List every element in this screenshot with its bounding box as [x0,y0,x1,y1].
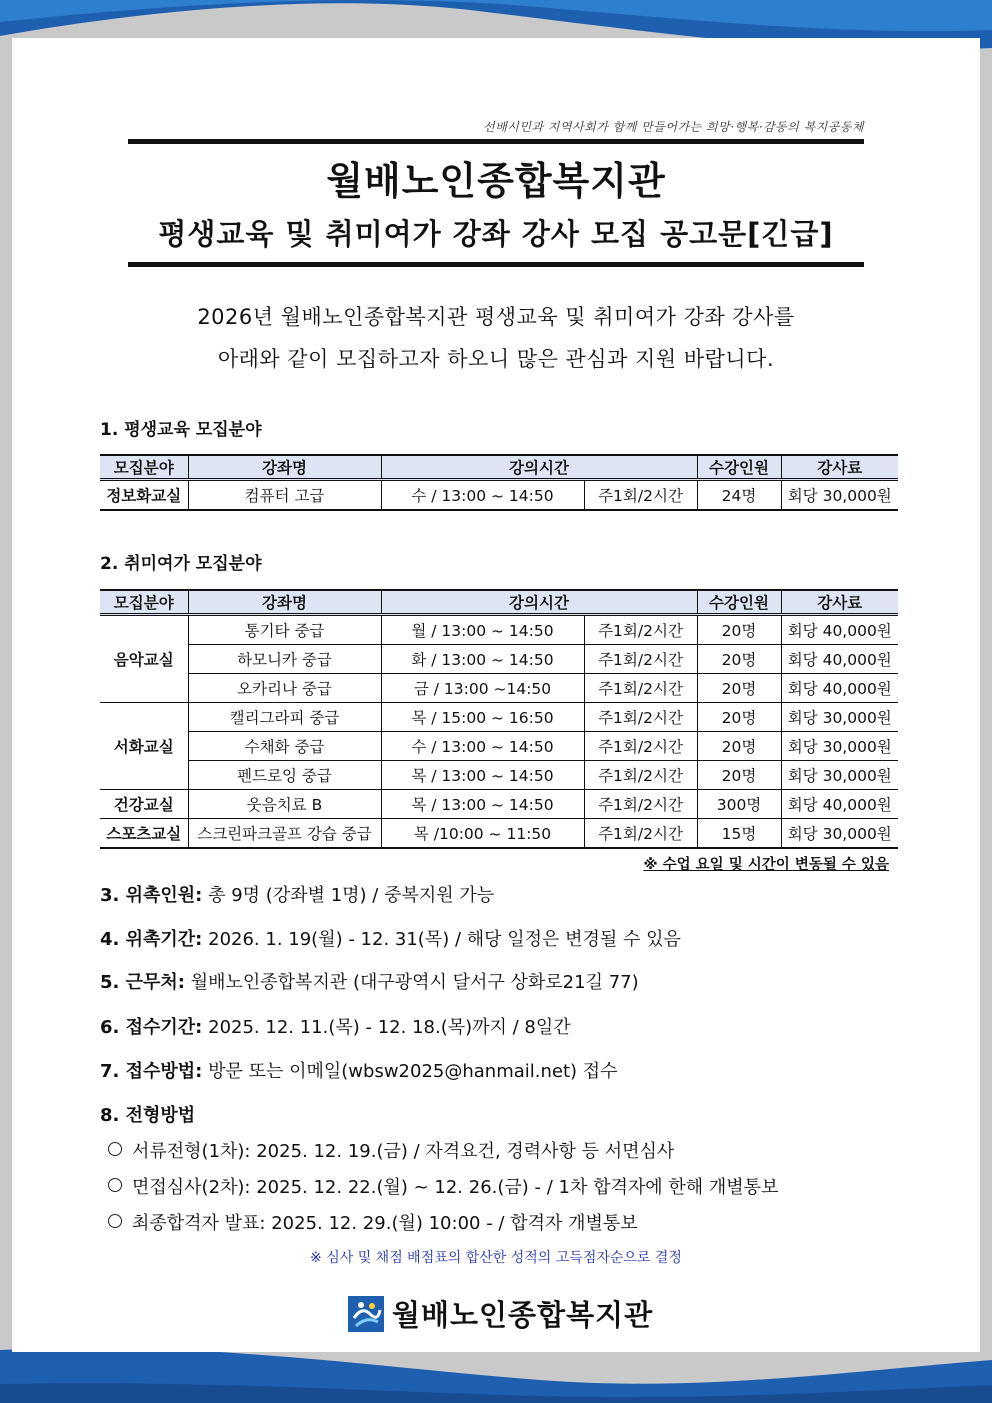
fee-cell: 회당 40,000원 [781,790,898,819]
category-cell: 정보화교실 [100,480,188,511]
table-row [100,615,898,645]
item-appointment-period [100,925,681,951]
column-header: 강좌명 [188,590,381,615]
category-cell: 스포츠교실 [100,819,188,849]
item-application-period [100,1013,571,1039]
category-cell: 건강교실 [100,790,188,819]
course-cell: 통기타 중급 [188,615,381,645]
course-cell: 캘리그라피 중급 [188,703,381,732]
course-cell: 오카리나 중급 [188,674,381,703]
title-rule-top [128,139,864,144]
column-header: 모집분야 [100,590,188,615]
table-row [100,819,898,849]
people-cell: 20명 [697,615,781,645]
time-cell: 월 / 13:00 ~ 14:50 [381,615,584,645]
column-header: 강사료 [781,455,898,480]
frequency-cell: 주1회/2시간 [584,790,697,819]
selection-step [108,1137,674,1163]
selection-heading: 8. 전형방법 [100,1105,196,1126]
fee-cell: 회당 40,000원 [781,615,898,645]
circle-bullet-icon [108,1178,122,1192]
item-text: 2026. 1. 19(월) - 12. 31(목) / 해당 일정은 변경될 수 있음 [208,929,681,950]
people-cell: 15명 [697,819,781,849]
intro-text [0,296,992,380]
time-cell: 목 / 13:00 ~ 14:50 [381,761,584,790]
frequency-cell: 주1회/2시간 [584,761,697,790]
table-row [100,674,898,703]
column-header: 강의시간 [381,455,697,480]
item-label: 7. 접수방법: [100,1061,203,1082]
frequency-cell: 주1회/2시간 [584,615,697,645]
item-label: 3. 위촉인원: [100,885,203,906]
frequency-cell: 주1회/2시간 [584,674,697,703]
people-cell: 24명 [697,480,781,511]
course-cell: 웃음치료 B [188,790,381,819]
section2-heading: 2. 취미여가 모집분야 [100,554,262,574]
page-title: 월배노인종합복지관 [326,159,666,203]
frequency-cell: 주1회/2시간 [584,645,697,674]
fee-cell: 회당 30,000원 [781,761,898,790]
item-text: 월배노인종합복지관 (대구광역시 달서구 상화로21길 77) [190,972,639,993]
people-cell: 20명 [697,674,781,703]
table-row [100,732,898,761]
course-cell: 스크린파크골프 강습 중급 [188,819,381,849]
selection-step-text: 최종합격자 발표: 2025. 12. 29.(월) 10:00 - / 합격자 개별통보 [132,1213,638,1234]
people-cell: 20명 [697,645,781,674]
table-row [100,645,898,674]
fee-cell: 회당 40,000원 [781,674,898,703]
time-cell: 수 / 13:00 ~ 14:50 [381,732,584,761]
fee-cell: 회당 40,000원 [781,645,898,674]
course-cell: 하모니카 중급 [188,645,381,674]
footer-logo [348,1293,653,1334]
item-text: 2025. 12. 11.(목) - 12. 18.(목)까지 / 8일간 [208,1017,571,1038]
table-row [100,480,898,511]
schedule-change-note: ※ 수업 요일 및 시간이 변동될 수 있음 [643,857,889,873]
page-subtitle: 평생교육 및 취미여가 강좌 강사 모집 공고문[긴급] [158,217,834,251]
intro-line: 아래와 같이 모집하고자 하오니 많은 관심과 지원 바랍니다. [217,347,775,371]
table-row [100,790,898,819]
fee-cell: 회당 30,000원 [781,480,898,511]
frequency-cell: 주1회/2시간 [584,732,697,761]
item-label: 6. 접수기간: [100,1017,203,1038]
time-cell: 금 / 13:00 ~14:50 [381,674,584,703]
people-cell: 20명 [697,761,781,790]
intro-line: 2026년 월배노인종합복지관 평생교육 및 취미여가 강좌 강사를 [197,305,795,329]
category-cell: 음악교실 [100,615,188,703]
title-rule-bottom [128,262,864,267]
people-cell: 300명 [697,790,781,819]
column-header: 수강인원 [697,590,781,615]
time-cell: 화 / 13:00 ~ 14:50 [381,645,584,674]
item-text: 총 9명 (강좌별 1명) / 중복지원 가능 [208,885,495,906]
section2-table [100,589,898,849]
column-header: 모집분야 [100,455,188,480]
item-application-method [100,1057,618,1083]
selection-step-text: 서류전형(1차): 2025. 12. 19.(금) / 자격요건, 경력사항 등 서면심사 [132,1141,675,1162]
course-cell: 수채화 중급 [188,732,381,761]
fee-cell: 회당 30,000원 [781,703,898,732]
circle-bullet-icon [108,1214,122,1228]
category-cell: 서화교실 [100,703,188,790]
footer-logo-text: 월배노인종합복지관 [392,1298,654,1332]
item-workplace [100,968,639,994]
item-label: 4. 위촉기간: [100,929,203,950]
column-header: 강의시간 [381,590,697,615]
selection-note: ※ 심사 및 채점 배점표의 합산한 성적의 고득점자순으로 결정 [310,1250,682,1266]
item-recruit-count [100,881,494,907]
column-header: 강좌명 [188,455,381,480]
time-cell: 목 /10:00 ~ 11:50 [381,819,584,849]
course-cell: 펜드로잉 중급 [188,761,381,790]
course-cell: 컴퓨터 고급 [188,480,381,511]
time-cell: 목 / 13:00 ~ 14:50 [381,790,584,819]
frequency-cell: 주1회/2시간 [584,480,697,511]
section1-heading: 1. 평생교육 모집분야 [100,420,262,440]
item-label: 5. 근무처: [100,972,185,993]
time-cell: 목 / 15:00 ~ 16:50 [381,703,584,732]
column-header: 강사료 [781,590,898,615]
selection-step-text: 면접심사(2차): 2025. 12. 22.(월) ~ 12. 26.(금) - / 1차 합격자에 한해 개별통보 [132,1177,779,1198]
people-cell: 20명 [697,703,781,732]
circle-bullet-icon [108,1142,122,1156]
selection-step [108,1209,638,1235]
column-header: 수강인원 [697,455,781,480]
people-cell: 20명 [697,732,781,761]
table-row [100,761,898,790]
selection-step [108,1173,778,1199]
welfare-center-logo-icon [348,1296,384,1332]
frequency-cell: 주1회/2시간 [584,819,697,849]
fee-cell: 회당 30,000원 [781,819,898,849]
table-row [100,703,898,732]
fee-cell: 회당 30,000원 [781,732,898,761]
section1-table [100,454,898,511]
frequency-cell: 주1회/2시간 [584,703,697,732]
slogan: 선배시민과 지역사회가 함께 만들어가는 희망·행복·감동의 복지공동체 [483,120,864,134]
time-cell: 수 / 13:00 ~ 14:50 [381,480,584,511]
item-text: 방문 또는 이메일(wbsw2025@hanmail.net) 접수 [208,1061,618,1082]
